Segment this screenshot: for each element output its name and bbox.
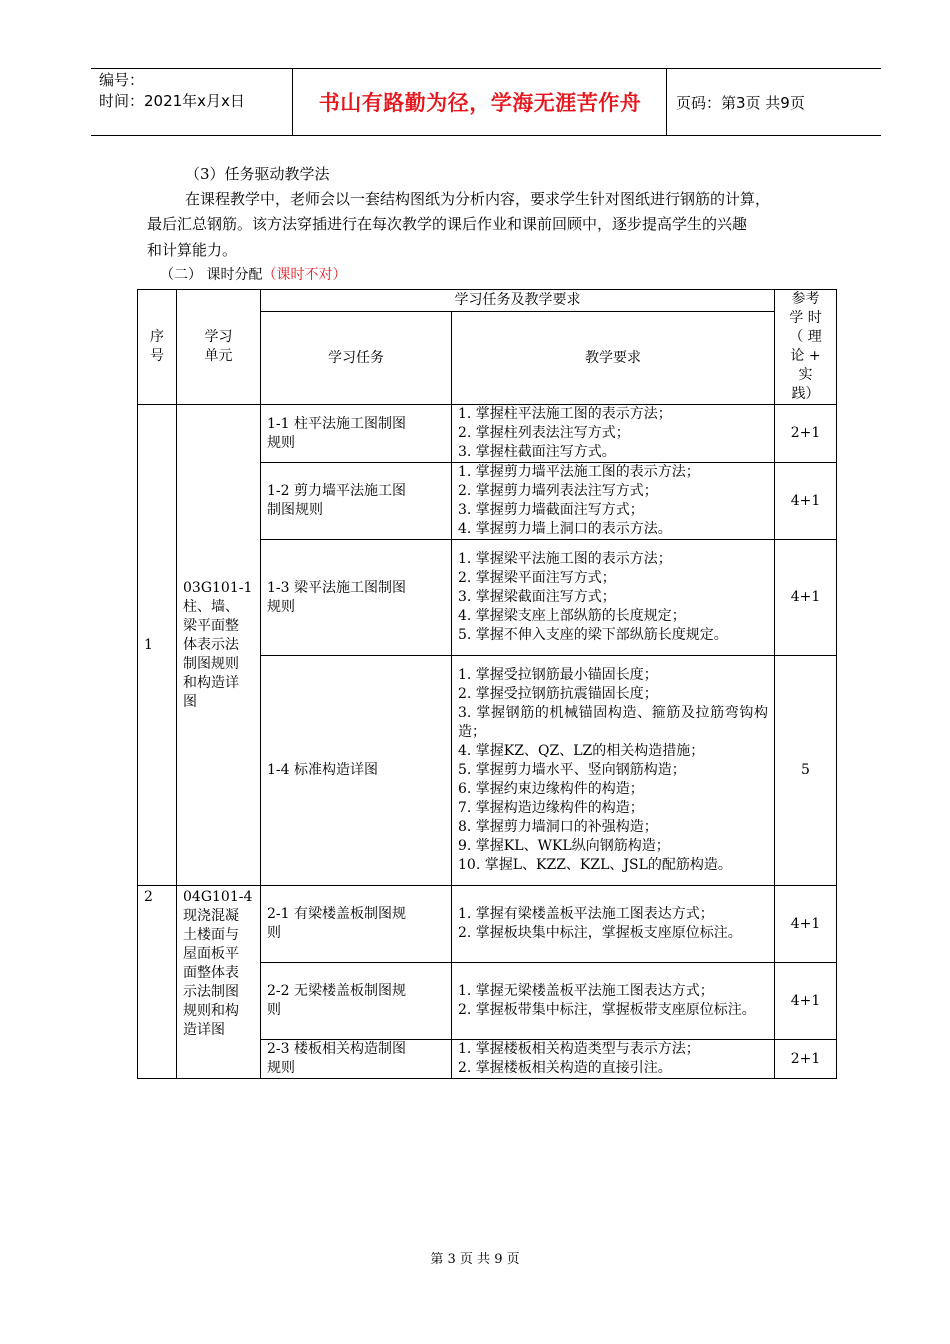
hours-cell: 2+1 [775, 1040, 837, 1079]
header-motto: 书山有路勤为径，学海无涯苦作舟 [318, 91, 642, 115]
header-divider [292, 68, 293, 136]
header-divider [666, 68, 667, 136]
requirements-cell: 1. 掌握柱平法施工图的表示方法； 2. 掌握柱列表法注写方式； 3. 掌握柱截面注写方式。 [452, 405, 775, 463]
hours-cell: 4+1 [775, 963, 837, 1040]
paragraph-line: 在课程教学中，老师会以一套结构图纸为分析内容，要求学生针对图纸进行钢筋的计算， [185, 190, 771, 208]
requirements-cell: 1. 掌握梁平法施工图的表示方法； 2. 掌握梁平面注写方式； 3. 掌握梁截面注写方式； 4. 掌握梁支座上部纵筋的长度规定； 5. 掌握不伸入支座的梁下部纵筋长度规定。 [452, 540, 775, 656]
requirements-cell: 1. 掌握受拉钢筋最小锚固长度； 2. 掌握受拉钢筋抗震锚固长度； 3. 掌握钢筋的机械锚固构造、箍筋及拉筋弯钩构造； 4. 掌握KZ、QZ、LZ的相关构造措施； 5. 掌握剪力墙水平、竖向钢筋构造； 6. 掌握约束边缘构件的构造； 7. 掌握构造边缘构件的构造； 8. 掌握剪力墙洞口的补强构造； 9. 掌握KL、WKL纵向钢筋构造； 10. 掌握L、KZZ、KZL、JSL的配筋构造。 [452, 656, 775, 886]
header-meta [99, 70, 245, 112]
document-time: 时间：2021年x月x日 [99, 92, 245, 110]
task-cell: 1-1 柱平法施工图制图 规则 [261, 405, 452, 463]
hours-cell: 2+1 [775, 405, 837, 463]
course-hours-table [137, 289, 837, 1079]
page-header [91, 68, 881, 136]
unit-name: 04G101-4 现浇混凝 土楼面与 屋面板平 面整体表 示法制图 规则和构 造详图 [177, 886, 261, 1079]
requirements-cell: 1. 掌握有梁楼盖板平法施工图表达方式； 2. 掌握板块集中标注，掌握板支座原位标注。 [452, 886, 775, 963]
header-seq: 序 号 [138, 290, 177, 405]
section-note: （课时不对） [262, 267, 347, 283]
header-page-number: 页码：第3页 共9页 [676, 93, 805, 112]
section-heading [160, 264, 346, 286]
requirements-cell: 1. 掌握无梁楼盖板平法施工图表达方式； 2. 掌握板带集中标注，掌握板带支座原位标注。 [452, 963, 775, 1040]
table-row [138, 886, 837, 963]
requirements-cell: 1. 掌握剪力墙平法施工图的表示方法； 2. 掌握剪力墙列表法注写方式； 3. 掌握剪力墙截面注写方式； 4. 掌握剪力墙上洞口的表示方法。 [452, 463, 775, 540]
table-header-row [138, 290, 837, 312]
task-cell: 1-3 梁平法施工图制图 规则 [261, 540, 452, 656]
hours-cell: 4+1 [775, 540, 837, 656]
header-hours: 参考 学 时 （ 理 论 + 实 践） [775, 290, 837, 405]
method-heading: （3）任务驱动教学法 [185, 165, 330, 183]
header-task-group: 学习任务及教学要求 [261, 290, 775, 312]
task-cell: 1-4 标准构造详图 [261, 656, 452, 886]
task-cell: 1-2 剪力墙平法施工图 制图规则 [261, 463, 452, 540]
paragraph-line: 和计算能力。 [147, 241, 238, 259]
paragraph-line: 最后汇总钢筋。该方法穿插进行在每次教学的课后作业和课前回顾中，逐步提高学生的兴趣 [147, 215, 748, 233]
page-footer: 第 3 页 共 9 页 [430, 1252, 520, 1267]
unit-seq: 2 [138, 886, 177, 1079]
task-cell: 2-3 楼板相关构造制图 规则 [261, 1040, 452, 1079]
hours-cell: 5 [775, 656, 837, 886]
header-task: 学习任务 [261, 312, 452, 405]
unit-name: 03G101-1 柱、墙、 梁平面整 体表示法 制图规则 和构造详 图 [177, 405, 261, 886]
section-title: （二） 课时分配 [160, 267, 263, 283]
table-row [138, 405, 837, 463]
task-cell: 2-2 无梁楼盖板制图规 则 [261, 963, 452, 1040]
header-unit: 学习 单元 [177, 290, 261, 405]
task-cell: 2-1 有梁楼盖板制图规 则 [261, 886, 452, 963]
document-number: 编号： [99, 71, 145, 89]
hours-cell: 4+1 [775, 463, 837, 540]
hours-cell: 4+1 [775, 886, 837, 963]
unit-seq: 1 [138, 405, 177, 886]
requirements-cell: 1. 掌握楼板相关构造类型与表示方法； 2. 掌握楼板相关构造的直接引注。 [452, 1040, 775, 1079]
header-requirements: 教学要求 [452, 312, 775, 405]
